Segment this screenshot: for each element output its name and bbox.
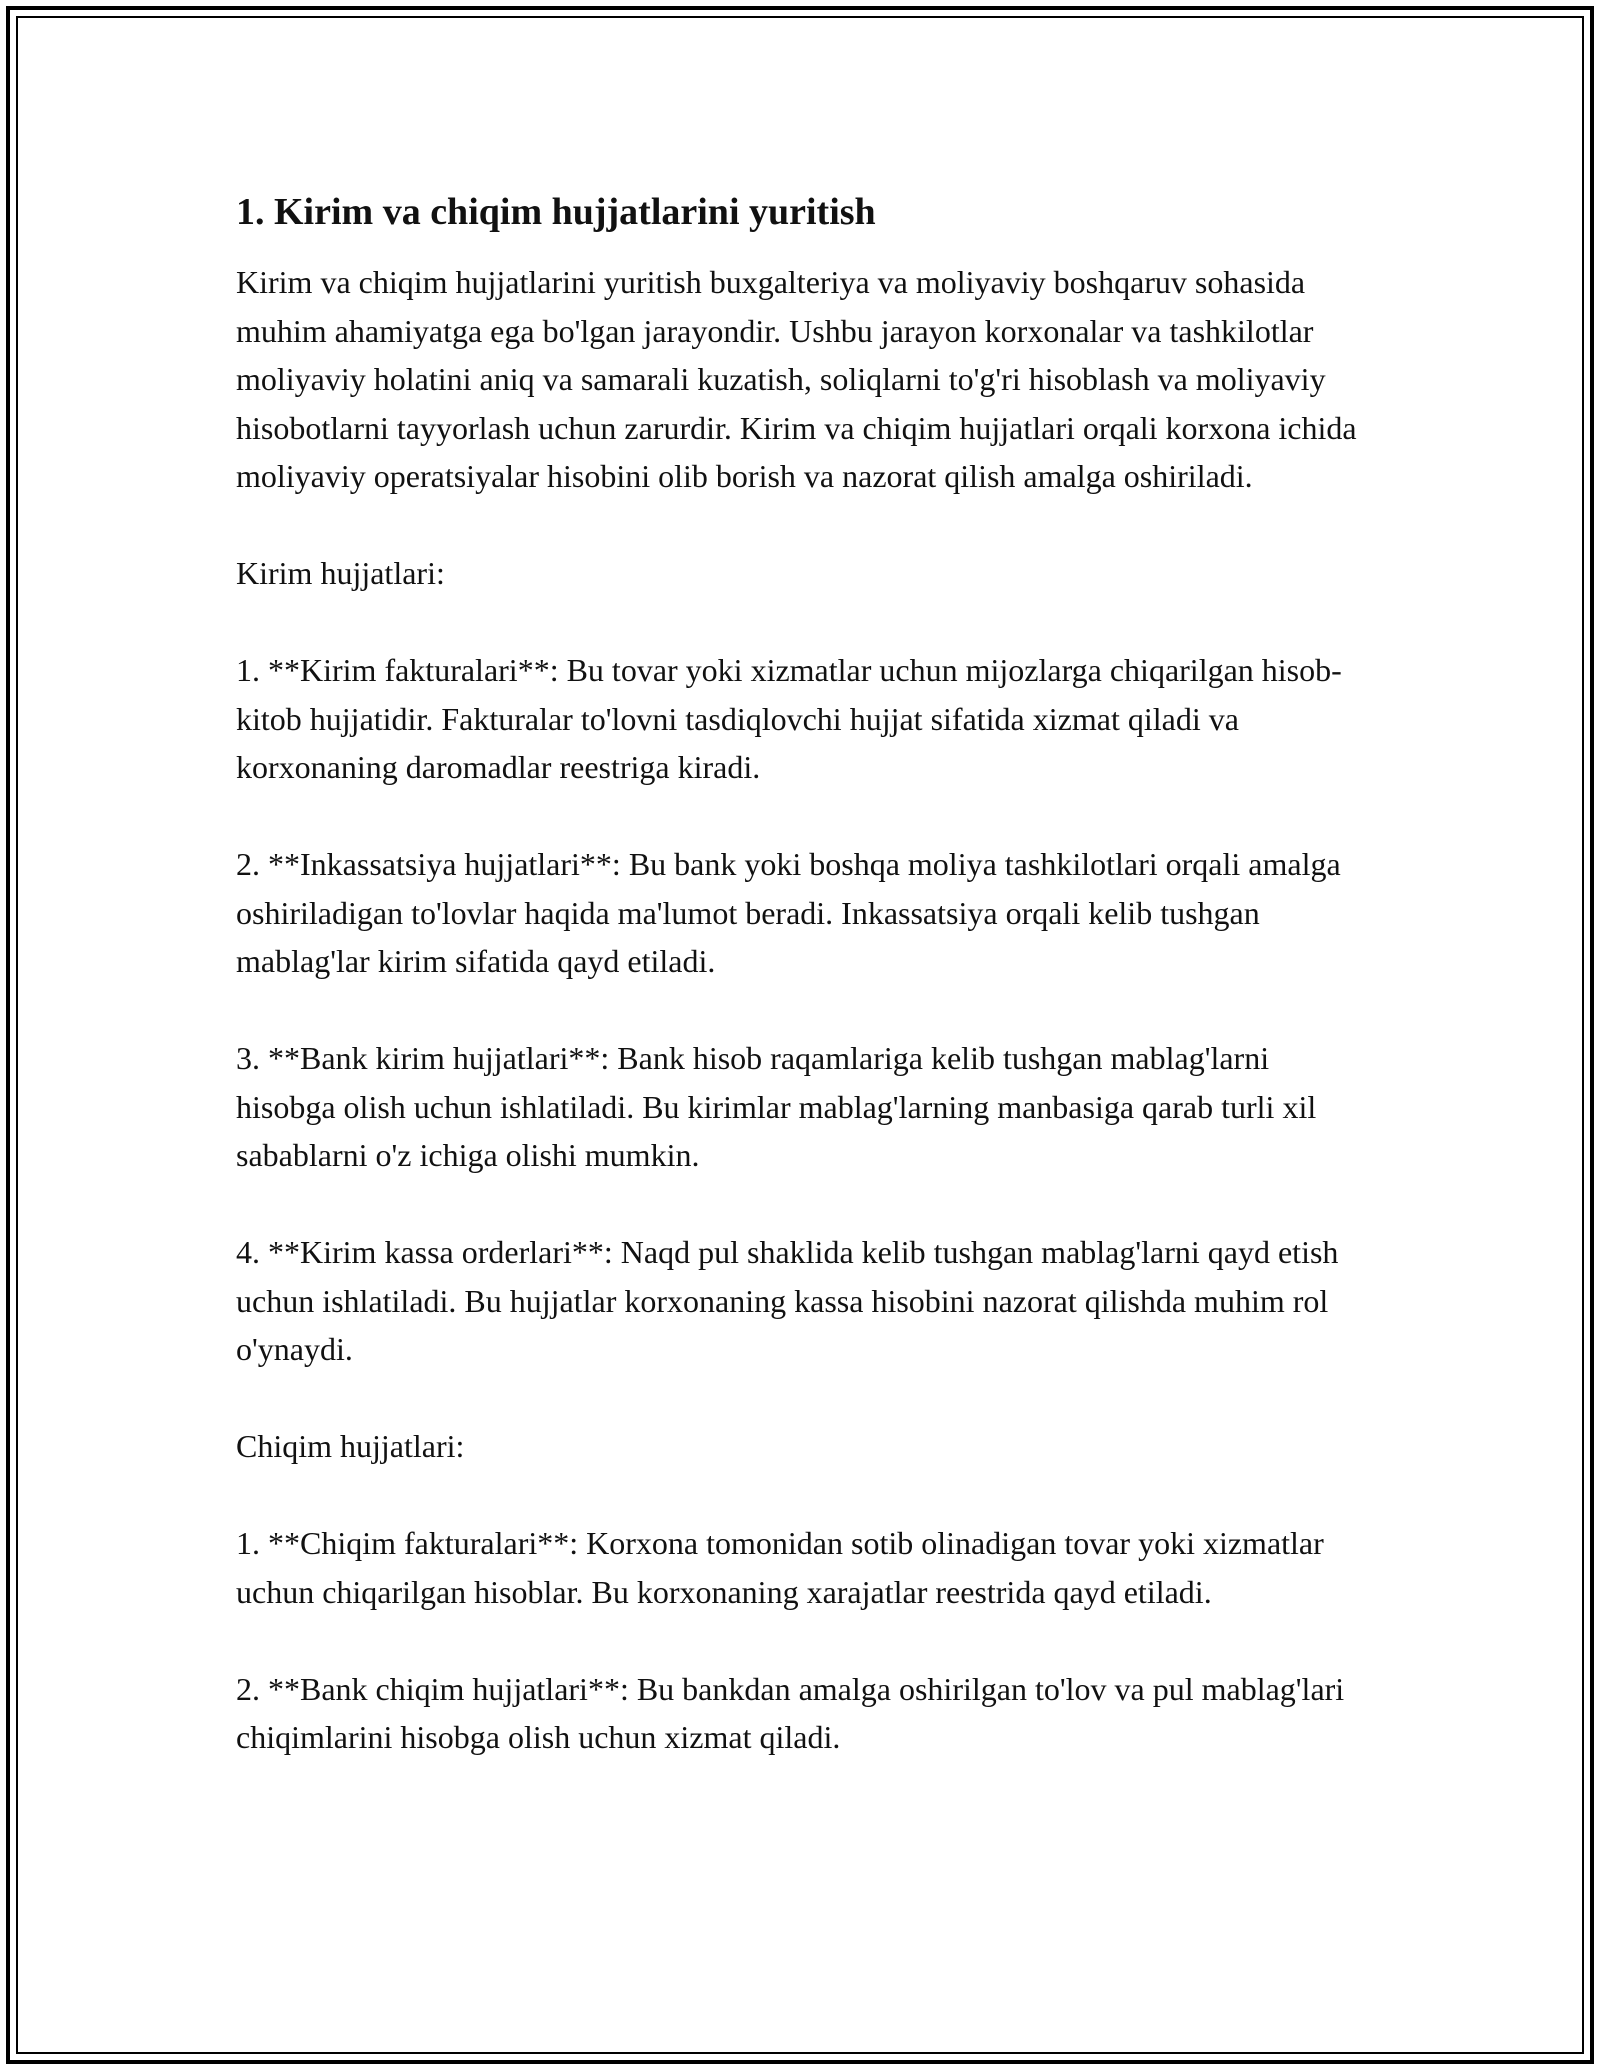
intro-paragraph: Kirim va chiqim hujjatlarini yuritish buxgalteriya va moliyaviy boshqaruv sohasida muhim ahamiyatga ega bo'lgan jarayondir. Ushbu jarayon korxonalar va tashkilotlar moliyaviy holatini aniq va samarali kuzatish, soliqlarni to'g'ri hisoblash va moliyaviy hisobotlarni tayyorlash uchun zarurdir. Kirim va chiqim hujjatlari orqali korxona ichida moliyaviy operatsiyalar hisobini olib borish va nazorat qilish amalga oshiriladi. [236, 264, 1357, 494]
section-heading: 1. Kirim va chiqim hujjatlarini yuritish [236, 191, 876, 233]
income-item-invoices: 1. **Kirim fakturalari**: Bu tovar yoki xizmatlar uchun mijozlarga chiqarilgan hisob-kitob hujjatidir. Fakturalar to'lovni tasdiqlovchi hujjat sifatida xizmat qiladi va korxonaning daromadlar reestriga kiradi. [236, 652, 1342, 785]
expense-item-invoices: 1. **Chiqim fakturalari**: Korxona tomonidan sotib olinadigan tovar yoki xizmatlar uchun chiqarilgan hisoblar. Bu korxonaning xarajatlar reestrida qayd etiladi. [236, 1525, 1324, 1610]
income-item-bank: 3. **Bank kirim hujjatlari**: Bank hisob raqamlariga kelib tushgan mablag'larni hisobga olish uchun ishlatiladi. Bu kirimlar mablag'larning manbasiga qarab turli xil sabablarni o'z ichiga olishi mumkin. [236, 1040, 1317, 1173]
income-documents-heading: Kirim hujjatlari: [236, 555, 445, 591]
expense-documents-heading: Chiqim hujjatlari: [236, 1428, 465, 1464]
income-item-cash-orders: 4. **Kirim kassa orderlari**: Naqd pul shaklida kelib tushgan mablag'larni qayd etish uchun ishlatiladi. Bu hujjatlar korxonaning kassa hisobini nazorat qilishda muhim rol o'ynaydi. [236, 1234, 1339, 1367]
document-body [236, 186, 1376, 1810]
expense-item-bank: 2. **Bank chiqim hujjatlari**: Bu bankdan amalga oshirilgan to'lov va pul mablag'lari chiqimlarini hisobga olish uchun xizmat qiladi. [236, 1670, 1345, 1755]
income-item-collection: 2. **Inkassatsiya hujjatlari**: Bu bank yoki boshqa moliya tashkilotlari orqali amalga oshiriladigan to'lovlar haqida ma'lumot beradi. Inkassatsiya orqali kelib tushgan mablag'lar kirim sifatida qayd etiladi. [236, 846, 1341, 979]
